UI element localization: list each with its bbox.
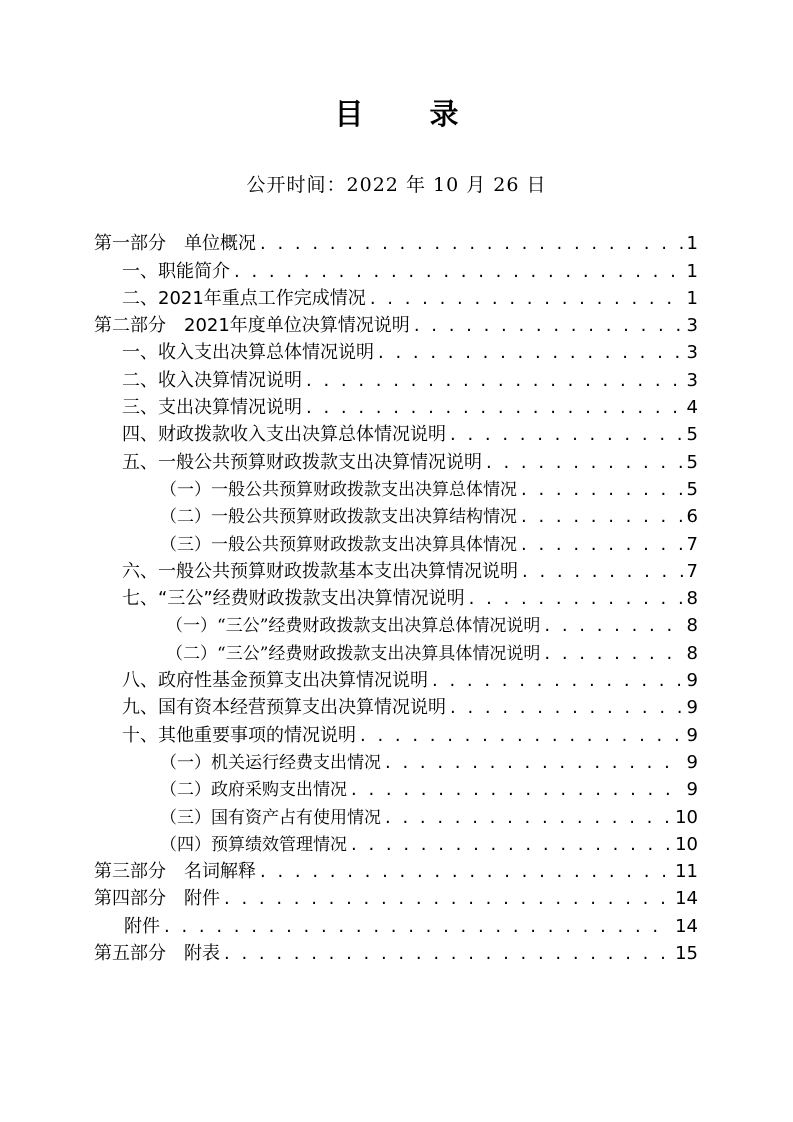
toc-entry-page-number: 4 — [686, 397, 698, 419]
toc-entry[interactable] — [94, 284, 698, 311]
dot-leader — [385, 806, 671, 830]
dot-leader — [521, 533, 683, 557]
toc-entry-label: 附件 — [124, 915, 160, 937]
dot-leader — [414, 314, 683, 338]
toc-entry[interactable] — [94, 365, 698, 392]
dot-leader — [260, 860, 671, 884]
toc-entry-page-number: 9 — [686, 724, 698, 746]
dot-leader — [306, 396, 683, 420]
toc-entry-page-number: 3 — [686, 315, 698, 337]
dot-leader — [432, 669, 683, 693]
dot-leader — [351, 778, 683, 802]
toc-entry[interactable] — [94, 420, 698, 447]
dot-leader — [486, 451, 683, 475]
toc-entry-page-number: 14 — [675, 915, 698, 937]
dot-leader — [370, 287, 683, 311]
toc-entry-page-number: 8 — [686, 588, 698, 610]
toc-entry-label: 二、收入决算情况说明 — [122, 369, 302, 391]
toc-entry-page-number: 10 — [675, 833, 698, 855]
toc-entry-page-number: 3 — [686, 369, 698, 391]
dot-leader — [360, 724, 683, 748]
toc-entry-label: 八、政府性基金预算支出决算情况说明 — [122, 670, 428, 692]
dot-leader — [544, 642, 682, 666]
toc-entry-page-number: 1 — [686, 287, 698, 309]
dot-leader — [234, 260, 683, 284]
dot-leader — [521, 478, 683, 502]
toc-entry-page-number: 7 — [686, 533, 698, 555]
dot-leader — [378, 341, 683, 365]
toc-entry-label: 一、职能简介 — [122, 260, 230, 282]
dot-leader — [522, 560, 683, 584]
toc-entry-label: 四、财政拨款收入支出决算总体情况说明 — [122, 424, 446, 446]
toc-entry-label: （三）一般公共预算财政拨款支出决算具体情况 — [160, 534, 517, 555]
toc-entry[interactable] — [94, 939, 698, 966]
toc-entry-label: （二）一般公共预算财政拨款支出决算结构情况 — [160, 507, 517, 528]
toc-entry[interactable] — [94, 802, 698, 829]
toc-entry[interactable] — [94, 229, 698, 256]
toc-entry-page-number: 1 — [686, 260, 698, 282]
toc-entry-label: 第一部分 单位概况 — [94, 233, 256, 255]
toc-entry-label: 第五部分 附表 — [94, 943, 220, 965]
toc-entry-page-number: 9 — [686, 697, 698, 719]
dot-leader — [469, 587, 683, 611]
toc-entry[interactable] — [94, 830, 698, 857]
toc-entry-page-number: 3 — [686, 342, 698, 364]
toc-entry-label: （三）国有资产占有使用情况 — [160, 807, 381, 828]
toc-entry-page-number: 9 — [686, 779, 698, 801]
toc-entry[interactable] — [94, 693, 698, 720]
toc-entry-page-number: 1 — [686, 233, 698, 255]
toc-entry[interactable] — [94, 256, 698, 283]
dot-leader — [224, 887, 671, 911]
toc-entry-label: 七、“三公”经费财政拨款支出决算情况说明 — [122, 588, 465, 610]
toc-entry[interactable] — [94, 311, 698, 338]
toc-entry[interactable] — [94, 447, 698, 474]
toc-entry[interactable] — [94, 475, 698, 502]
toc-entry[interactable] — [94, 666, 698, 693]
toc-entry[interactable] — [94, 720, 698, 747]
toc-entry-label: 十、其他重要事项的情况说明 — [122, 724, 356, 746]
toc-entry[interactable] — [94, 884, 698, 911]
toc-entry-label: 一、收入支出决算总体情况说明 — [122, 342, 374, 364]
toc-entry[interactable] — [94, 775, 698, 802]
toc-entry[interactable] — [94, 502, 698, 529]
toc-entry-label: （一）“三公”经费财政拨款支出决算总体情况说明 — [166, 616, 541, 637]
toc-entry-label: 五、一般公共预算财政拨款支出决算情况说明 — [122, 451, 482, 473]
toc-entry-label: 第三部分 名词解释 — [94, 861, 256, 883]
toc-entry[interactable] — [94, 911, 698, 938]
toc-entry-page-number: 11 — [675, 861, 698, 883]
toc-entry[interactable] — [94, 748, 698, 775]
toc-entry-label: 九、国有资本经营预算支出决算情况说明 — [122, 697, 446, 719]
publish-date: 公开时间：2022 年 10 月 26 日 — [246, 174, 547, 196]
toc-entry-page-number: 8 — [686, 615, 698, 637]
toc-entry[interactable] — [94, 529, 698, 556]
toc-entry-page-number: 7 — [686, 560, 698, 582]
toc-entry[interactable] — [94, 584, 698, 611]
toc-entry[interactable] — [94, 611, 698, 638]
toc-entry-page-number: 9 — [686, 670, 698, 692]
toc-entry-label: （二）“三公”经费财政拨款支出决算具体情况说明 — [166, 643, 541, 664]
toc-entry-page-number: 6 — [686, 506, 698, 528]
toc-entry[interactable] — [94, 557, 698, 584]
toc-entry-label: 三、支出决算情况说明 — [122, 397, 302, 419]
toc-entry[interactable] — [94, 393, 698, 420]
dot-leader — [450, 696, 683, 720]
toc-entry-page-number: 5 — [686, 451, 698, 473]
toc-entry-label: （四）预算绩效管理情况 — [160, 834, 347, 855]
toc-entry[interactable] — [94, 338, 698, 365]
toc-entry-label: （一）机关运行经费支出情况 — [160, 752, 381, 773]
dot-leader — [385, 751, 683, 775]
toc-entry[interactable] — [94, 857, 698, 884]
toc-entry-page-number: 15 — [675, 943, 698, 965]
dot-leader — [260, 232, 683, 256]
toc-entry-page-number: 10 — [675, 806, 698, 828]
dot-leader — [450, 423, 683, 447]
toc-entry-label: 六、一般公共预算财政拨款基本支出决算情况说明 — [122, 560, 518, 582]
toc-entry-page-number: 5 — [686, 424, 698, 446]
dot-leader — [164, 915, 671, 939]
toc-entry-label: 二、2021年重点工作完成情况 — [122, 287, 366, 309]
dot-leader — [521, 505, 683, 529]
table-of-contents — [94, 229, 698, 966]
toc-entry-label: （二）政府采购支出情况 — [160, 780, 347, 801]
toc-entry-label: （一）一般公共预算财政拨款支出决算总体情况 — [160, 479, 517, 500]
toc-entry[interactable] — [94, 638, 698, 665]
dot-leader — [351, 833, 671, 857]
dot-leader — [224, 942, 671, 966]
toc-entry-page-number: 14 — [675, 888, 698, 910]
dot-leader — [544, 614, 682, 638]
toc-entry-page-number: 8 — [686, 642, 698, 664]
toc-entry-page-number: 9 — [686, 751, 698, 773]
dot-leader — [306, 369, 683, 393]
toc-entry-label: 第二部分 2021年度单位决算情况说明 — [94, 315, 410, 337]
toc-entry-page-number: 5 — [686, 478, 698, 500]
page-title: 目 录 — [334, 97, 487, 131]
toc-entry-label: 第四部分 附件 — [94, 888, 220, 910]
